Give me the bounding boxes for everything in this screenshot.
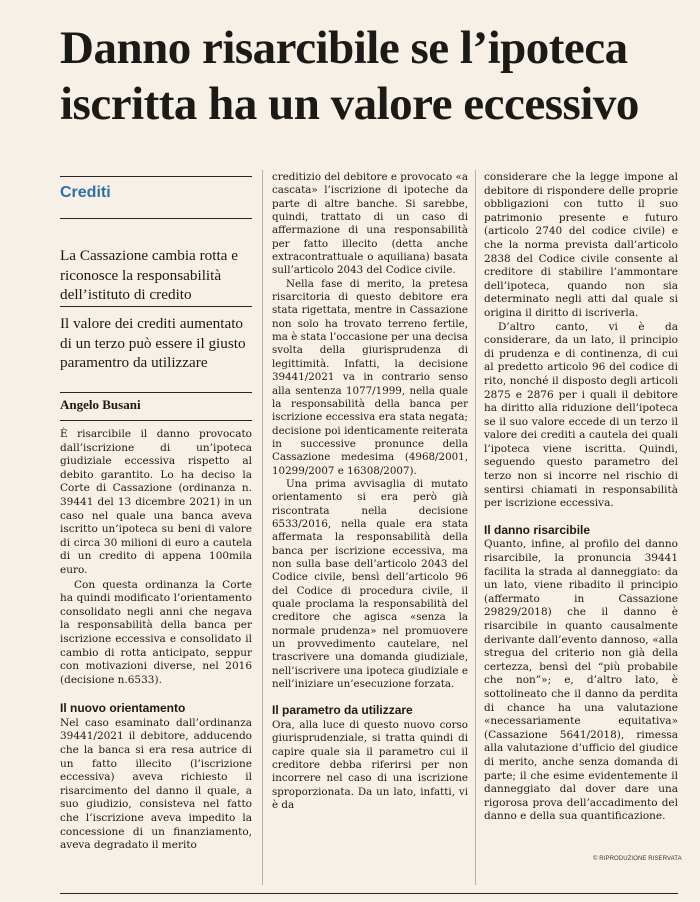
col3-paragraph-1: considerare che la legge impone al debitore di rispondere delle proprie obbligazioni con tutto il suo patrimonio presente e futuro (articolo 2740 del codice civile) e che la norma prevista dall’articolo 2838 del Codice civile consente al creditore di stabilire l’ammontare dell’ipoteca, quando non sia determinato negli atti dal quale si origina il diritto di iscriverla. <box>484 171 678 319</box>
col1-paragraph-1: È risarcibile il danno provocato dall’iscrizione di un’ipoteca giudiziale eccessiva rispetto al debito garantito. Lo ha deciso la Corte di Cassazione (ordinanza n. 39441 del 13 dicembre 2021) in un caso nel quale una banca aveva iscritto un’ipoteca su beni di valore di circa 30 milioni di euro a cautela di un credito di appena 100mila euro. <box>60 428 252 576</box>
deck-divider <box>60 306 252 307</box>
author-bottom-rule <box>60 420 252 421</box>
deck-paragraph-2: Il valore dei crediti aumentato di un terzo può essere il giusto paramentro da utilizzare <box>60 315 246 371</box>
column-divider-2 <box>475 170 476 885</box>
article-author: Angelo Busani <box>60 397 141 412</box>
kicker-rule <box>60 218 252 219</box>
section-top-rule <box>60 176 252 177</box>
col1-paragraph-2: Con questa ordinanza la Corte ha quindi modificato l’orientamento consolidato negli anni che negava la responsabilità della banca per iscrizione eccessiva e consolidato il cambio di rotta anticipato, seppur con motivazioni diverse, nel 2016 (decisione n.6533). <box>60 578 252 686</box>
col2-paragraph-3: Una prima avvisaglia di mutato orientamento si era però già riscontrata nella decisione 6533/2016, nella quale era stata affermata la responsabilità della banca per iscrizione eccessiva, ma non sulla base dell’articolo 2043 del Codice civile, bensì dell’articolo 96 del Codice di procedura civile, il quale proclama la responsabilità del creditore che agisca «senza la normale prudenza» nel promuovere un provvedimento cautelare, nel trascrivere una domanda giudiziale, nell’iscrivere una ipoteca giudiziale e nell’iniziare un’esecuzione forzata. <box>272 477 468 691</box>
article-column-2 <box>272 171 468 812</box>
col2-paragraph-2: Nella fase di merito, la pretesa risarcitoria di questo debitore era stata rigettata, mentre in Cassazione non solo ha trovato terreno fertile, ma è stata l’occasione per una decisa svolta della giurisprudenza di legittimità. Infatti, la decisione 39441/2021 va in contrario senso alla sentenza 1077/1999, nella quale la responsabilità della banca per iscrizione eccessiva era stata negata; decisione poi identicamente reiterata in successive pronunce della Cassazione medesima (4968/2001, 10299/2007 e 16308/2007). <box>272 277 468 477</box>
col3-paragraph-3: Quanto, infine, al profilo del danno risarcibile, la pronuncia 39441 facilita la strada al danneggiato: da un lato, viene ribadito il principio (affermato in Cassazione 29829/2018) che il danno è risarcibile in quanto causalmente derivante dall’evento dannoso, «alla stregua del criterio non già della certezza, bensì del “più probabile che non”»; e, d’altro lato, è sottolineato che il danno da perdita di chance ha una valutazione «necessariamente equitativa» (Cassazione 5641/2018), rimessa alla valutazione d’ufficio del giudice di merito, anche senza domanda di parte; il che esime evidentemente il danneggiato dal dover dare una rigorosa prova dell’accadimento del danno e della sua quantificazione. <box>484 538 678 823</box>
article-column-1 <box>60 428 252 853</box>
author-rule <box>60 392 252 393</box>
col2-paragraph-1: creditizio del debitore e provocato «a cascata» l’iscrizione di ipoteche da parte di altre banche. Si sarebbe, quindi, trattato di un caso di affermazione di una responsabilità per fatto illecito (detta anche extracontrattuale o aquiliana) basata sull’articolo 2043 del Codice civile. <box>272 171 468 277</box>
section-kicker: Crediti <box>60 184 111 201</box>
page-bottom-rule <box>60 893 678 894</box>
copyright-notice: © RIPRODUZIONE RISERVATA <box>593 856 682 862</box>
col1-paragraph-3: Nel caso esaminato dall’ordinanza 39441/2021 il debitore, adducendo che la banca si era resa autrice di un fatto illecito (l’iscrizione eccessiva) aveva richiesto il risarcimento del danno il quale, a suo giudizio, consisteva nel fatto che l’iscrizione aveva impedito la concessione di un finanziamento, aveva degradato il merito <box>60 716 252 852</box>
col2-subhead: Il parametro da utilizzare <box>272 703 413 718</box>
deck-paragraph-1: La Cassazione cambia rotta e riconosce la responsabilità dell’istituto di credito <box>60 247 238 303</box>
headline-line-2: iscritta ha un valore eccessivo <box>60 78 639 130</box>
article-headline <box>60 20 660 132</box>
col2-paragraph-4: Ora, alla luce di questo nuovo corso giurisprudenziale, si tratta quindi di capire quale sia il parametro cui il creditore debba riferirsi per non incorrere nel caso di una iscrizione sproporzionata. Da un lato, infatti, vi è da <box>272 719 468 812</box>
col1-subhead: Il nuovo orientamento <box>60 701 186 716</box>
col3-subhead: Il danno risarcibile <box>484 522 591 537</box>
headline-line-1: Danno risarcibile se l’ipoteca <box>60 22 628 74</box>
article-column-3 <box>484 171 678 824</box>
column-divider-1 <box>262 170 263 885</box>
col3-paragraph-2: D’altro canto, vi è da considerare, da un lato, il principio di prudenza e di continenza, di cui al predetto articolo 96 del codice di rito, nonché il disposto degli articoli 2875 e 2876 per i quali il debitore ha diritto alla riduzione dell’ipoteca se il suo valore eccede di un terzo il valore dei crediti a cautela dei quali l’ipoteca viene iscritta. Quindi, seguendo questo parametro del terzo non si incorre nel rischio di sentirsi chiamati in responsabilità per iscrizione eccessiva. <box>484 320 678 510</box>
